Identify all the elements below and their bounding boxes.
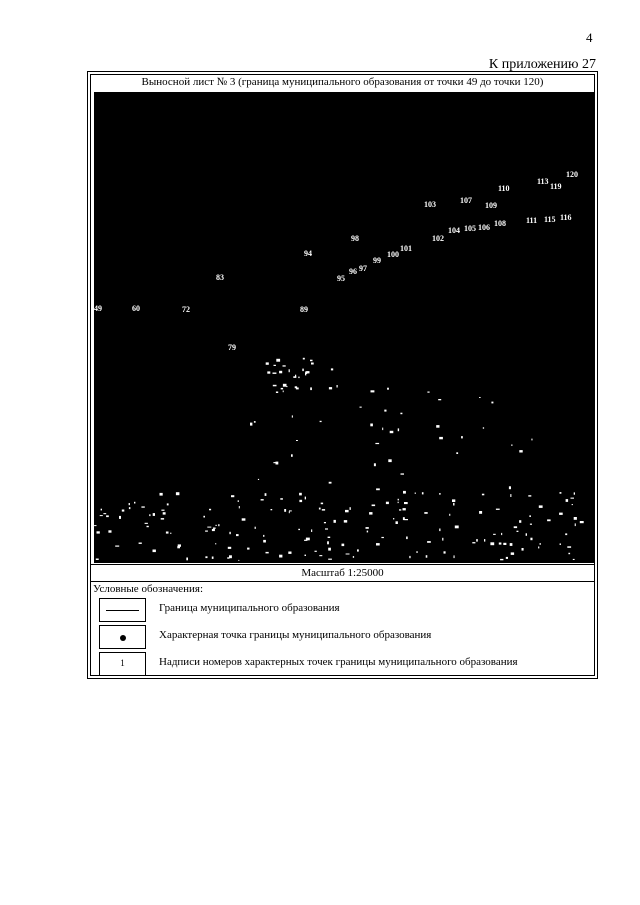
building-speck [213,528,216,529]
building-speck [276,359,280,362]
building-speck [357,549,359,551]
building-speck [476,539,478,542]
building-speck [236,534,239,536]
map-view[interactable] [94,92,595,563]
point-label-119: 119 [550,182,562,191]
building-speck [393,518,394,519]
building-speck [303,358,305,360]
building-speck [263,535,264,537]
building-speck [567,546,571,548]
building-speck [452,499,455,502]
building-speck [398,428,399,431]
building-speck [499,543,502,545]
building-speck [100,515,103,516]
building-speck [574,517,577,520]
building-speck [503,543,506,545]
building-speck [115,546,119,547]
building-speck [387,388,389,390]
point-label-104: 104 [448,226,460,235]
building-speck [455,526,459,529]
building-speck [405,519,409,520]
building-speck [472,542,475,543]
map-canvas [94,92,595,563]
building-speck [207,527,211,528]
building-speck [342,544,345,547]
building-speck [149,514,150,516]
building-speck [242,518,246,520]
building-speck [247,548,249,550]
building-speck [273,373,277,374]
point-label-110: 110 [498,184,510,193]
building-speck [439,437,443,439]
building-speck [216,525,217,526]
building-speck [288,552,291,554]
building-speck [375,443,379,444]
building-speck [321,503,323,505]
building-speck [250,423,252,426]
building-speck [334,520,336,523]
point-label-94: 94 [304,249,312,258]
building-speck [267,371,270,373]
building-speck [255,527,256,529]
building-speck [360,407,362,408]
building-speck [134,502,135,504]
building-speck [490,542,494,545]
building-speck [163,512,166,514]
building-speck [453,503,454,506]
point-label-97: 97 [359,264,367,273]
building-speck [212,557,214,559]
building-speck [311,529,312,532]
building-speck [422,492,424,494]
building-speck [325,528,328,529]
legend-item-point-number [99,652,589,678]
point-label-89: 89 [300,305,308,314]
point-label-116: 116 [560,213,572,222]
building-speck [218,524,219,526]
point-label-98: 98 [351,234,359,243]
building-speck [315,551,317,552]
building-speck [329,482,332,484]
building-speck [328,559,332,560]
building-speck [176,492,180,495]
building-speck [239,506,240,508]
building-speck [153,513,155,516]
building-speck [398,499,399,501]
building-speck [344,520,347,523]
building-speck [238,560,239,561]
building-speck [493,534,496,535]
building-speck [298,377,299,379]
building-speck [319,508,321,510]
building-speck [97,531,100,533]
building-speck [160,493,163,496]
building-speck [289,510,292,511]
point-label-99: 99 [373,256,381,265]
building-speck [283,384,287,387]
building-speck [517,531,519,532]
building-speck [438,399,441,400]
building-speck [371,390,375,392]
building-speck [319,555,322,556]
building-speck [390,431,394,433]
building-speck [566,499,569,502]
building-speck [129,507,131,509]
building-speck [353,556,354,558]
building-speck [289,369,290,372]
building-speck [424,512,427,514]
building-speck [519,520,521,523]
building-speck [506,557,508,559]
building-speck [540,543,541,545]
building-speck [374,463,376,466]
point-label-49: 49 [94,304,102,313]
building-speck [324,522,326,523]
building-speck [145,523,148,524]
building-speck [565,533,567,535]
building-speck [166,532,169,534]
building-speck [212,529,215,531]
point-label-96: 96 [349,267,357,276]
building-speck [274,365,276,366]
building-speck [491,402,493,404]
building-speck [530,538,532,541]
building-speck [559,513,563,515]
building-speck [289,511,290,513]
building-speck [416,551,418,552]
building-speck [327,541,329,544]
building-speck [426,555,428,558]
building-speck [398,502,399,503]
building-speck [215,543,216,544]
point-label-83: 83 [216,273,224,282]
building-speck [444,551,446,553]
building-speck [141,506,144,507]
building-speck [331,368,333,370]
building-speck [329,387,332,389]
point-label-109: 109 [485,201,497,210]
building-speck [284,509,286,512]
building-speck [286,386,287,387]
building-speck [439,529,440,532]
map-scale: Масштаб 1:25000 [91,564,594,582]
building-speck [279,555,282,558]
building-speck [228,547,231,549]
building-speck [302,369,304,372]
point-number-sample: 1 [120,658,125,668]
legend-item-text: Граница муниципального образования [159,602,340,614]
building-speck [305,497,306,500]
building-speck [369,512,372,515]
building-speck [94,525,96,526]
building-speck [147,526,149,527]
building-speck [350,507,351,510]
building-speck [108,530,111,532]
building-speck [106,515,109,517]
page-number: 4 [586,30,593,45]
legend-item-text: Надписи номеров характерных точек границы муниципального образования [159,656,518,668]
building-speck [406,537,408,540]
building-speck [456,452,458,454]
building-speck [280,498,283,500]
building-speck [370,424,373,427]
building-speck [320,421,322,422]
building-speck [510,494,511,497]
building-speck [299,493,302,496]
building-speck [511,445,512,446]
building-speck [496,509,500,510]
legend-item-text: Характерная точка границы муниципального образования [159,629,432,641]
building-speck [514,526,517,528]
building-speck [311,363,314,365]
point-label-111: 111 [526,216,538,225]
building-speck [384,410,386,412]
building-speck [305,555,307,556]
building-speck [276,462,279,465]
building-speck [415,493,416,494]
building-speck [442,538,443,541]
building-speck [231,495,234,497]
boundary-line-swatch [99,598,146,622]
building-speck [283,365,286,366]
building-speck [258,479,259,480]
building-speck [439,493,440,495]
building-speck [291,454,293,457]
map-sheet-inner-frame [90,74,595,676]
building-speck [238,500,239,501]
point-label-103: 103 [424,200,436,209]
building-speck [519,450,522,452]
building-speck [574,492,575,494]
building-speck [382,428,383,431]
building-speck [254,421,256,423]
building-speck [479,511,482,514]
point-label-120: 120 [566,170,578,179]
building-speck [560,543,561,545]
building-speck [403,508,406,510]
building-speck [265,493,267,496]
building-speck [139,543,142,544]
building-speck [345,510,349,512]
point-label-72: 72 [182,305,190,314]
building-speck [526,533,527,536]
building-speck [310,360,313,362]
building-speck [273,385,277,387]
building-speck [293,376,296,378]
building-speck [376,488,380,490]
building-speck [509,486,511,489]
point-label-95: 95 [337,274,345,283]
building-speck [161,510,164,511]
building-speck [400,413,402,415]
building-speck [205,531,208,532]
building-speck [427,541,431,543]
building-speck [454,555,455,558]
building-speck [281,388,283,390]
building-speck [337,385,338,388]
building-speck [449,514,450,516]
building-speck [276,392,278,394]
building-speck [229,532,230,534]
point-label-113: 113 [537,177,549,186]
building-speck [103,513,106,514]
building-speck [404,502,408,504]
building-speck [461,436,463,438]
building-speck [510,543,513,546]
point-number-swatch [99,652,146,676]
building-speck [129,503,130,505]
building-speck [547,519,551,521]
building-speck [403,491,406,494]
building-speck [96,559,99,561]
building-speck [283,391,284,393]
building-speck [409,556,410,558]
building-speck [575,523,576,526]
point-label-108: 108 [494,219,506,228]
point-label-100: 100 [387,250,399,259]
building-speck [479,397,481,398]
point-label-107: 107 [460,196,472,205]
building-speck [571,498,575,499]
building-speck [170,533,171,534]
building-speck [538,547,539,549]
building-speck [328,537,331,538]
sheet-title: Выносной лист № 3 (граница муниципального образования от точки 49 до точки 120) [141,76,544,88]
building-speck [436,425,439,428]
building-speck [261,499,264,500]
building-speck [401,473,405,474]
map-sheet-frame [87,71,598,679]
legend-title: Условные обозначения: [93,583,204,595]
building-speck [227,557,229,558]
building-speck [529,515,531,517]
point-label-60: 60 [132,304,140,313]
building-speck [161,518,164,520]
building-speck [573,559,575,560]
building-speck [386,502,389,504]
building-speck [568,553,570,554]
building-speck [153,550,156,553]
building-speck [328,548,331,551]
building-speck [306,371,309,373]
building-speck [427,392,429,393]
building-speck [279,371,282,374]
building-speck [271,509,273,510]
building-speck [580,521,584,523]
building-speck [203,516,205,518]
building-speck [500,559,503,560]
building-speck [372,505,376,507]
building-speck [346,554,350,555]
building-speck [530,524,532,525]
building-speck [572,504,573,505]
building-speck [209,509,211,511]
building-speck [322,509,325,511]
building-speck [399,509,401,510]
point-label-102: 102 [432,234,444,243]
legend-item-point [99,625,589,651]
building-speck [178,544,181,546]
point-dot-swatch [99,625,146,649]
appendix-label: К приложению 27 [488,57,596,72]
building-speck [101,509,102,511]
building-speck [381,537,384,538]
building-speck [296,388,299,390]
point-label-105: 105 [464,224,476,233]
building-speck [531,439,532,441]
building-speck [167,503,169,505]
building-speck [305,372,306,375]
point-label-106: 106 [478,223,490,232]
building-speck [560,492,562,494]
building-speck [263,540,266,543]
building-speck [310,387,312,390]
building-speck [482,494,484,496]
building-speck [511,552,514,555]
building-speck [396,521,398,524]
building-speck [304,540,307,541]
building-speck [266,362,269,364]
building-speck [296,440,298,441]
building-speck [186,558,188,561]
building-speck [484,539,485,542]
point-label-115: 115 [544,215,556,224]
point-label-101: 101 [400,244,412,253]
building-speck [299,500,302,502]
building-speck [298,529,300,530]
building-speck [376,543,380,545]
building-speck [539,505,543,508]
building-speck [205,556,207,558]
building-speck [292,415,293,417]
building-speck [501,533,502,535]
point-label-79: 79 [228,343,236,352]
building-speck [367,531,368,533]
legend-item-boundary [99,598,589,624]
building-speck [122,510,125,512]
building-speck [366,527,369,529]
building-speck [119,516,121,519]
building-speck [483,427,484,428]
building-speck [388,459,391,462]
building-speck [528,495,531,496]
building-speck [522,548,524,551]
building-speck [266,552,269,554]
